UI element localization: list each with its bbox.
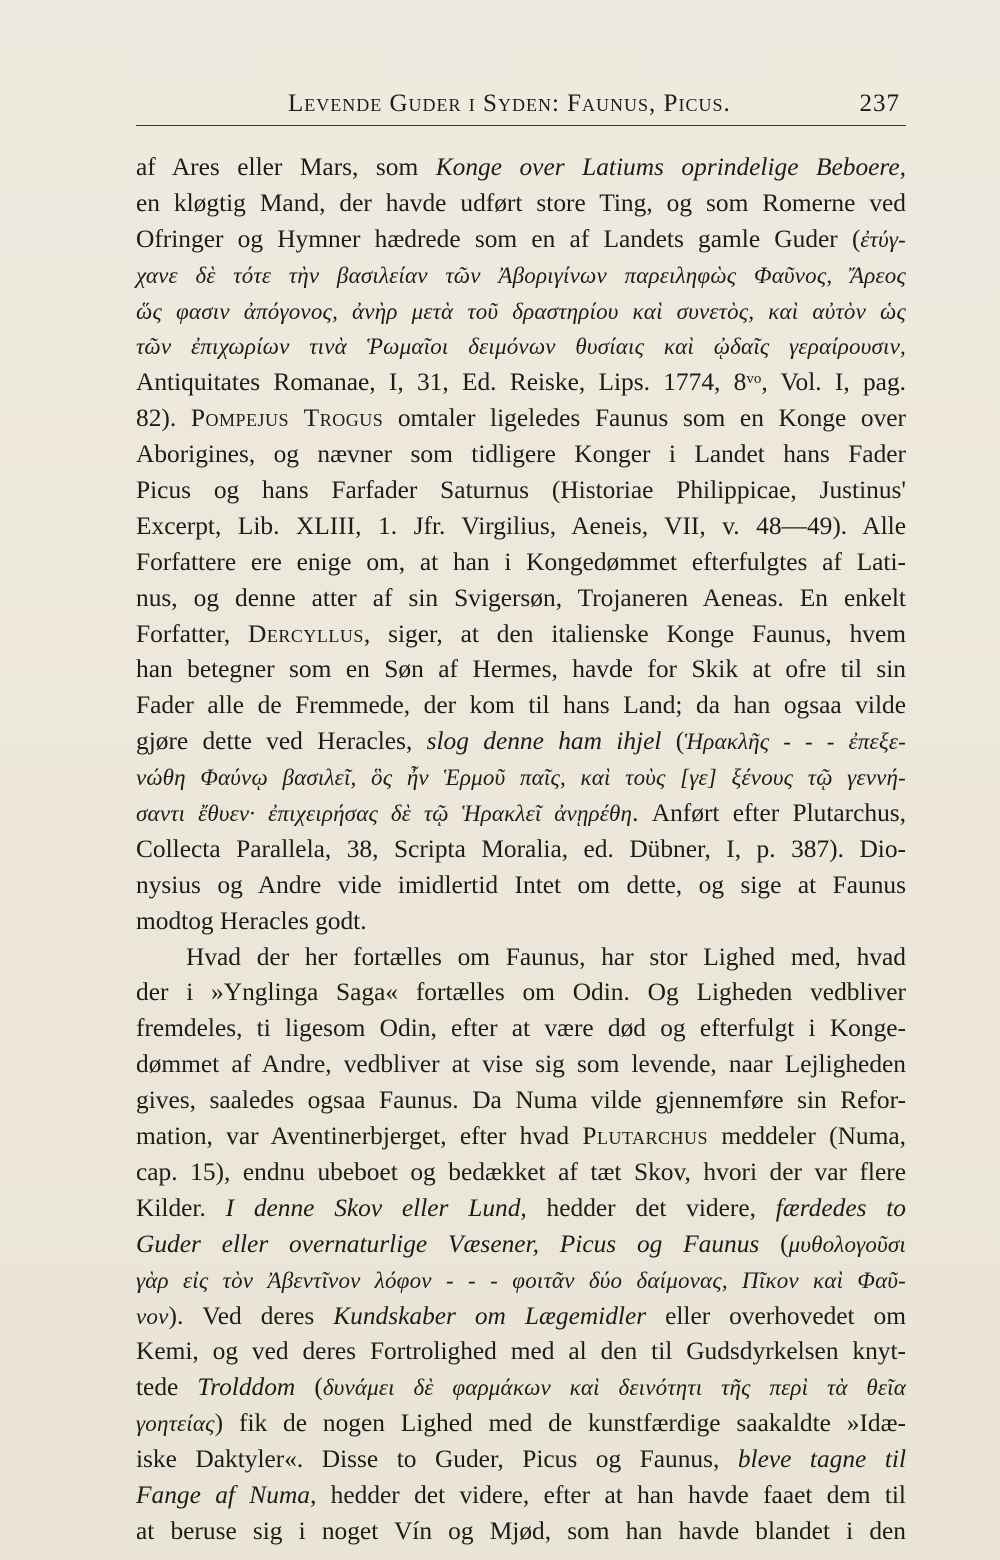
paragraph-start: Hvad der her fortælles om Faunus, har stor Lighed med, hvad — [186, 942, 906, 971]
text-line: dømmet af Andre, vedbliver at vise sig som levende, naar Lejligheden — [136, 1050, 906, 1079]
text-line: at beruse sig i noget Vín og Mjød, som han havde blandet i den — [136, 1516, 906, 1545]
text-line: Kilder. I denne Skov eller Lund, hedder det videre, færdedes to — [136, 1193, 906, 1222]
text-line: af Ares eller Mars, som Konge over Latiums oprindelige Beboere, — [136, 153, 906, 181]
text-line: modtog Heracles godt. — [136, 906, 367, 935]
text-line: gjøre dette ved Heracles, slog denne ham ihjel (Ἡρακλῆς - - - ἐπεξε- — [136, 727, 906, 756]
text-line: fremdeles, ti ligesom Odin, efter at være død og efterfulgt i Konge- — [136, 1014, 906, 1043]
text-line: gives, saaledes ogsaa Faunus. Da Numa vilde gjennemføre sin Refor- — [136, 1086, 906, 1115]
greek-line: χανε δὲ τότε τὴν βασιλείαν τῶν Ἀβοριγίνων παρειληφὼς Φαῦνος, Ἄρεος — [136, 262, 906, 288]
greek-line: νώθη Φαύνῳ βασιλεῖ, ὃς ἦν Ἑρμοῦ παῖς, καὶ τοὺς [γε] ξένους τῷ γεννή- — [136, 765, 906, 791]
text-line: iske Daktyler«. Disse to Guder, Picus og Faunus, bleve tagne til — [136, 1445, 906, 1474]
text-line: mation, var Aventinerbjerget, efter hvad Plutarchus meddeler (Numa, — [136, 1122, 906, 1151]
text-line: Collecta Parallela, 38, Scripta Moralia, ed. Dübner, I, p. 387). Dio- — [136, 834, 906, 863]
text-line: γοητείας) fik de nogen Lighed med de kunstfærdige saakaldte »Idæ- — [136, 1409, 906, 1438]
text-line: nus, og denne atter af sin Svigersøn, Trojaneren Aeneas. En enkelt — [136, 583, 906, 612]
text-line: Antiquitates Romanae, I, 31, Ed. Reiske, Lips. 1774, $8^{vo}$, Vol. I, pag. — [136, 368, 906, 397]
text-line: nysius og Andre vide imidlertid Intet om dette, og sige at Faunus — [136, 870, 906, 899]
text-line: Picus og hans Farfader Saturnus (Historiae Philippicae, Justinus' — [136, 476, 906, 505]
text-line: νον). Ved deres Kundskaber om Lægemidler eller overhovedet om — [136, 1301, 906, 1330]
text-line: Guder eller overnaturlige Væsener, Picus og Faunus (μυθολογοῦσι — [136, 1229, 906, 1258]
text-line: Excerpt, Lib. XLIII, 1. Jfr. Virgilius, Aeneis, VII, v. 48—49). Alle — [136, 511, 906, 540]
text-line: σαντι ἔθυεν· ἐπιχειρήσας δὲ τῷ Ἡρακλεῖ ἀνῃρέθη. Anført efter Plutarchus, — [136, 799, 906, 828]
body-text — [136, 150, 906, 1550]
text-line: der i »Ynglinga Saga« fortælles om Odin. Og Ligheden vedbliver — [136, 978, 906, 1007]
greek-line: γὰρ εἰς τὸν Ἀβεντῖνον λόφον - - - φοιτᾶν δύο δαίμονας, Πῖκον καὶ Φαῦ- — [136, 1267, 906, 1293]
header-rule — [136, 125, 906, 126]
text-line: han betegner som en Søn af Hermes, havde for Skik at ofre til sin — [136, 655, 906, 684]
text-line: Fader alle de Fremmede, der kom til hans Land; da han ogsaa vilde — [136, 691, 906, 720]
text-line: Aborigines, og nævner som tidligere Konger i Landet hans Fader — [136, 440, 906, 469]
text-line: Forfatter, Dercyllus, siger, at den italienske Konge Faunus, hvem — [136, 619, 906, 648]
text-line: Kemi, og ved deres Fortrolighed med al den til Gudsdyrkelsen knyt- — [136, 1337, 906, 1366]
greek-line: τῶν ἐπιχωρίων τινὰ Ῥωμαῖοι δειμόνων θυσίαις καὶ ᾠδαῖς γεραίρουσιν, — [136, 334, 906, 360]
greek-line: ὥς φασιν ἀπόγονος, ἀνὴρ μετὰ τοῦ δραστηρίου καὶ συνετὸς, καὶ αὐτὸν ὡς — [136, 298, 906, 324]
text-line: tede Trolddom (δυνάμει δὲ φαρμάκων καὶ δεινότητι τῆς περὶ τὰ θεῖα — [136, 1373, 906, 1402]
text-line: Fange af Numa, hedder det videre, efter at han havde faaet dem til — [136, 1480, 906, 1509]
text-line: 82). Pompejus Trogus omtaler ligeledes Faunus som en Konge over — [136, 404, 906, 433]
page-header — [136, 90, 906, 124]
text-line: cap. 15), endnu ubeboet og bedækket af tæt Skov, hvori der var flere — [136, 1157, 906, 1186]
text-line: Ofringer og Hymner hædrede som en af Landets gamle Guder (ἐτύγ- — [136, 224, 906, 253]
page-number: 237 — [859, 90, 900, 117]
running-title: Levende Guder i Syden: Faunus, Picus. — [288, 90, 731, 117]
text-line: en kløgtig Mand, der havde udført store Ting, og som Romerne ved — [136, 188, 906, 217]
text-line: Forfattere ere enige om, at han i Kongedømmet efterfulgtes af Lati- — [136, 547, 906, 576]
